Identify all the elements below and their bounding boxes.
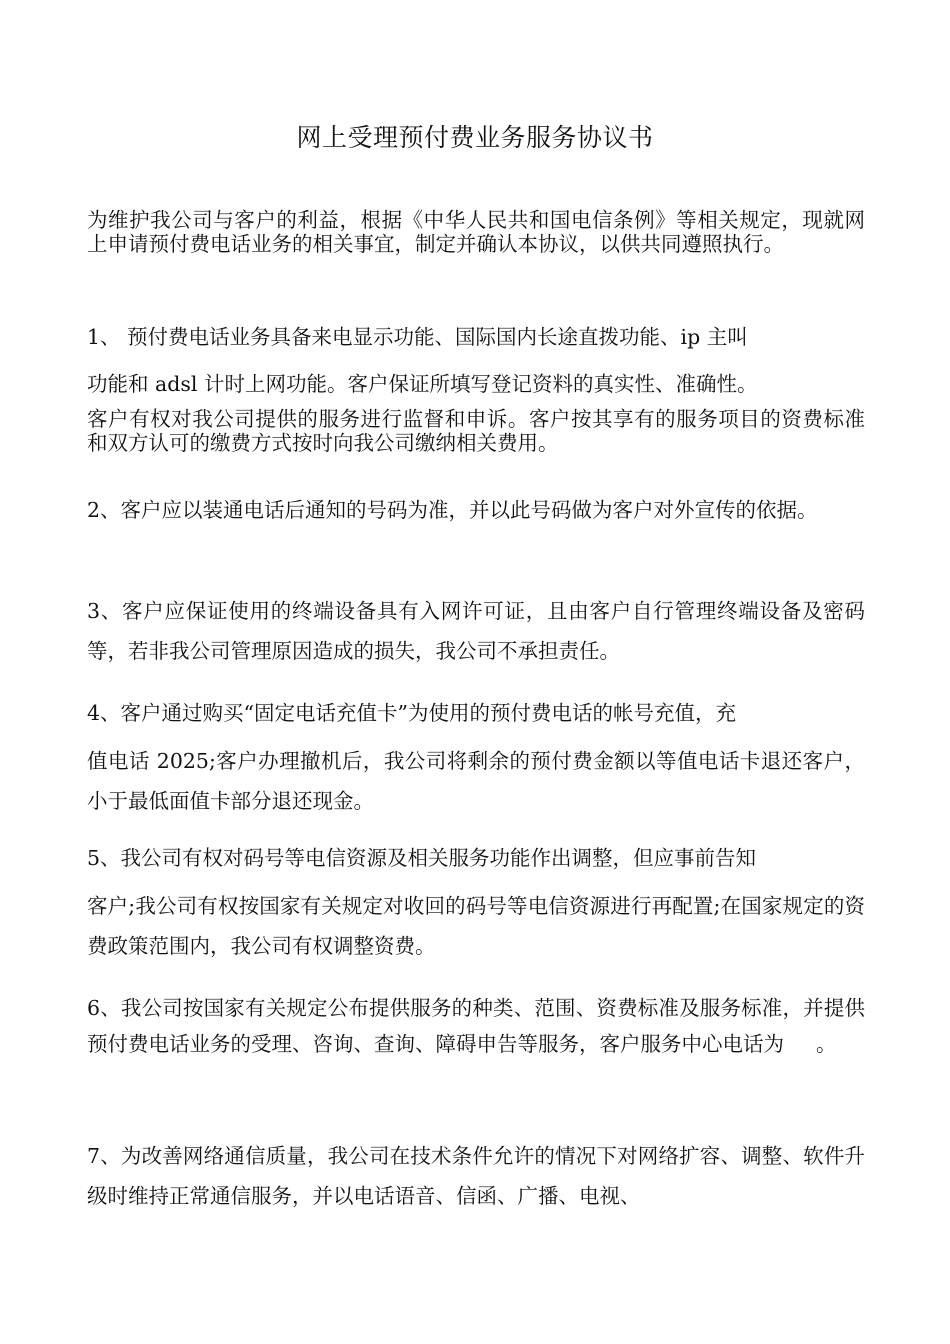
clause-6-text: 6、我公司按国家有关规定公布提供服务的种类、范围、资费标准及服务标准，并提供预付费电话业务的受理、咨询、查询、障碍申告等服务，客户服务中心电话为 [87, 996, 865, 1056]
clause-6 [87, 990, 865, 1062]
clause-6-end: 。 [816, 1032, 837, 1056]
clause-3: 3、客户应保证使用的终端设备具有入网许可证，且由客户自行管理终端设备及密码等，若非我公司管理原因造成的损失，我公司不承担责任。 [87, 599, 865, 663]
clause-1-rest: 客户有权对我公司提供的服务进行监督和申诉。客户按其享有的服务项目的资费标准和双方认可的缴费方式按时向我公司缴纳相关费用。 [87, 407, 865, 455]
clause-1-line-1: 1、 预付费电话业务具备来电显示功能、国际国内长途直拨功能、ip 主叫 [87, 325, 748, 349]
clause-4-line-1: 4、客户通过购买“固定电话充值卡”为使用的预付费电话的帐号充值，充 [87, 701, 737, 725]
clause-2: 2、客户应以装通电话后通知的号码为准，并以此号码做为客户对外宣传的依据。 [87, 498, 818, 522]
document-title: 网上受理预付费业务服务协议书 [296, 123, 654, 152]
clause-4 [87, 693, 865, 821]
clause-5-rest: 客户;我公司有权按国家有关规定对收回的码号等电信资源进行再配置;在国家规定的资费政策范围内，我公司有权调整资费。 [87, 894, 865, 958]
clause-5 [87, 838, 865, 966]
clause-1-line-2: 功能和 adsl 计时上网功能。客户保证所填写登记资料的真实性、准确性。 [87, 372, 758, 396]
clause-4-rest: 值电话 2025;客户办理撤机后，我公司将剩余的预付费金额以等值电话卡退还客户，小于最低面值卡部分退还现金。 [87, 749, 865, 813]
intro-paragraph: 为维护我公司与客户的利益，根据《中华人民共和国电信条例》等相关规定，现就网上申请预付费电话业务的相关事宜，制定并确认本协议，以供共同遵照执行。 [87, 208, 865, 256]
clause-7: 7、为改善网络通信质量，我公司在技术条件允许的情况下对网络扩容、调整、软件升级时维持正常通信服务，并以电话语音、信函、广播、电视、 [87, 1144, 865, 1208]
clause-5-line-1: 5、我公司有权对码号等电信资源及相关服务功能作出调整，但应事前告知 [87, 846, 757, 870]
clause-1 [87, 322, 865, 455]
